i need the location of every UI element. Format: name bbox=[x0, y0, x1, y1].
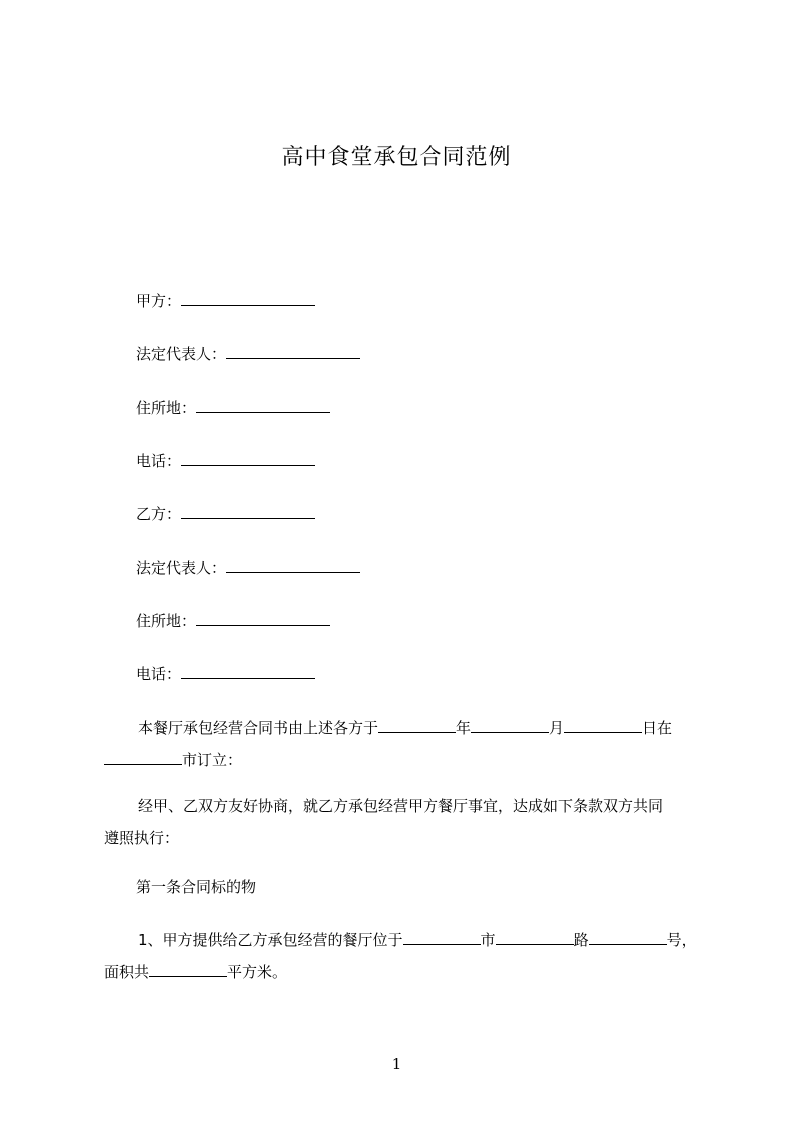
unit-label: 平方米。 bbox=[227, 963, 288, 981]
field-party-b bbox=[136, 504, 315, 524]
paragraph-line: 经甲、乙双方友好协商，就乙方承包经营甲方餐厅事宜，达成如下条款双方共同 bbox=[138, 797, 664, 815]
area-label: 面积共 bbox=[104, 963, 150, 981]
field-party-a-address bbox=[136, 398, 330, 418]
page-number: 1 bbox=[391, 1055, 402, 1073]
field-label: 住所地： bbox=[136, 612, 197, 630]
fill-blank bbox=[149, 962, 227, 977]
city-label: 市订立： bbox=[182, 751, 243, 769]
paragraph-signing-date bbox=[104, 712, 704, 776]
field-label: 乙方： bbox=[136, 505, 182, 523]
field-label: 电话： bbox=[136, 452, 182, 470]
field-label: 甲方： bbox=[136, 292, 182, 310]
fill-blank bbox=[403, 930, 481, 945]
paragraph-line: 遵照执行： bbox=[104, 829, 180, 847]
fill-blank bbox=[104, 750, 182, 765]
fill-blank bbox=[181, 451, 315, 466]
field-party-b-phone bbox=[136, 664, 315, 684]
paragraph-line bbox=[104, 744, 704, 776]
fill-blank bbox=[181, 664, 315, 679]
number-label: 号， bbox=[666, 931, 697, 949]
field-party-a-phone bbox=[136, 451, 315, 471]
city-label: 市 bbox=[480, 931, 496, 949]
fill-blank bbox=[196, 611, 330, 626]
field-party-a bbox=[136, 291, 315, 311]
field-label: 住所地： bbox=[136, 399, 197, 417]
fill-blank bbox=[564, 718, 642, 733]
fill-blank bbox=[378, 718, 456, 733]
paragraph-line bbox=[104, 712, 704, 744]
road-label: 路 bbox=[573, 931, 589, 949]
fill-blank bbox=[589, 930, 667, 945]
article-heading: 第一条合同标的物 bbox=[136, 878, 257, 896]
year-label: 年 bbox=[456, 719, 472, 737]
fill-blank bbox=[471, 718, 549, 733]
fill-blank bbox=[496, 930, 574, 945]
clause-location bbox=[104, 924, 704, 988]
fill-blank bbox=[226, 344, 360, 359]
field-party-a-representative bbox=[136, 344, 360, 364]
paragraph-agreement bbox=[104, 790, 704, 854]
field-label: 法定代表人： bbox=[136, 559, 227, 577]
fill-blank bbox=[196, 398, 330, 413]
day-label: 日在 bbox=[642, 719, 673, 737]
document-title: 高中食堂承包合同范例 bbox=[281, 145, 512, 170]
fill-blank bbox=[181, 504, 315, 519]
field-label: 法定代表人： bbox=[136, 345, 227, 363]
field-party-b-representative bbox=[136, 558, 360, 578]
month-label: 月 bbox=[549, 719, 565, 737]
field-party-b-address bbox=[136, 611, 330, 631]
fill-blank bbox=[226, 558, 360, 573]
paragraph-line bbox=[104, 956, 704, 988]
fill-blank bbox=[181, 291, 315, 306]
paragraph-text: 本餐厅承包经营合同书由上述各方于 bbox=[138, 719, 379, 737]
paragraph-line bbox=[104, 924, 704, 956]
field-label: 电话： bbox=[136, 665, 182, 683]
clause-text: 1、甲方提供给乙方承包经营的餐厅位于 bbox=[138, 931, 403, 949]
